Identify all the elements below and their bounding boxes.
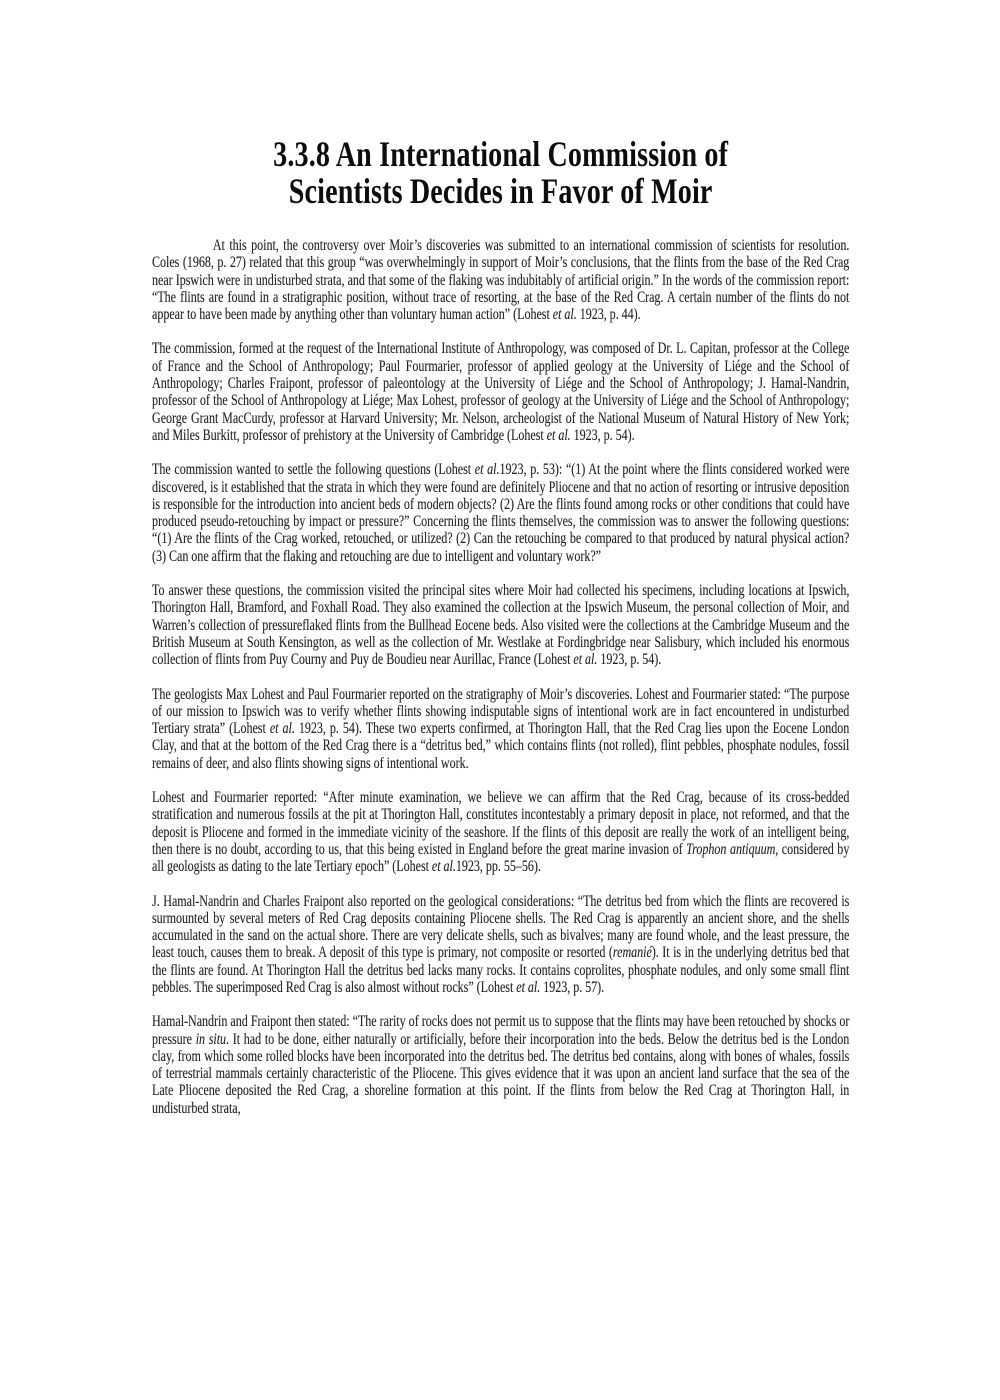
italic-text-run: et al.	[552, 306, 577, 324]
text-run: . It had to be done, either naturally or artificially, before their incorporation into the beds. Below the detritus bed is the London clay, from which some rolled blocks have been incorporated into the detritus bed. The detritus bed contains, along with bones of whales, fossils of terrestrial mammals certainly characteristic of the Pliocene. This gives evidence that it was upon an ancient land surface that the sea of the Late Pliocene deposited the Red Crag, a shoreline formation at this point. If the flints from below the Red Crag at Thorington Hall, in undisturbed strata,	[152, 1030, 850, 1117]
text-run: 1923, pp. 55–56).	[455, 858, 541, 876]
text-run: 1923, p. 53): “(1) At the point where the flints considered worked were discovered, is it established that the strata in which they were found are definitely Pliocene and that no action of resorting or intrusive deposition is responsible for the introduction into ancient beds of modern objects? (2) Are the flints found among rocks or other conditions that could have produced pseudo-retouching by impact or pressure?” Concerning the flints themselves, the commission was to answer the following questions: “(1) Are the flints of the Crag worked, retouched, or utilized? (2) Can the retouching be compared to that produced by natural physical action? (3) Can one affirm that the flaking and retouching are due to intelligent and voluntary work?”	[152, 461, 850, 565]
text-run: The commission wanted to settle the following questions (Lohest	[152, 461, 475, 479]
text-run: Lohest and Fourmarier reported: “After minute examination, we believe we can affirm that the Red Crag, because of its cross-bedded stratification and numerous fossils at the pit at Thorington Hall, constitutes incontestably a primary deposit in place, not reformed, and that the deposit is Pliocene and formed in the immediate vicinity of the seashore. If the flints of this deposit are really the work of an intelligent being, then there is no doubt, according to us, that this being existed in England before the great marine invasion of	[152, 789, 850, 858]
paragraph	[152, 686, 849, 772]
body-text	[152, 237, 849, 1134]
italic-text-run: Trophon antiquum	[686, 840, 776, 858]
paragraph	[152, 789, 849, 875]
section-heading-line1: 3.3.8 An International Commission of	[273, 134, 729, 174]
text-run: 1923, p. 44).	[576, 306, 641, 324]
text-run: J. Hamal-Nandrin and Charles Fraipont also reported on the geological considerations: “The detritus bed from which the flints are recovered is surmounted by several meters of Red Crag deposits containing Pliocene shells. The Red Crag is apparently an ancient shore, and the shells accumulated in the sand on the actual shore. There are very delicate shells, such as bivalves; many are found whole, and the least pressure, the least touch, causes them to break. A deposit of this type is primary, not composite or resorted (	[152, 892, 850, 962]
paragraph	[152, 237, 849, 323]
text-run: Hamal-Nandrin and Fraipont then stated: “The rarity of rocks does not permit us to suppose that the flints may have been retouched by shocks or pressure	[152, 1013, 850, 1048]
paragraph	[152, 340, 849, 444]
text-run: , considered by all geologists as dating to the late Tertiary epoch” (Lohest	[152, 840, 850, 876]
section-heading	[152, 136, 849, 210]
text-run: 1923, p. 54).	[570, 426, 635, 444]
text-run: 1923, p. 54).	[597, 651, 662, 669]
italic-text-run: in situ	[195, 1030, 227, 1048]
paragraph	[152, 1013, 849, 1117]
italic-text-run: remanié	[612, 944, 652, 962]
text-run: 1923, p. 57).	[540, 978, 605, 996]
text-run: 1923, p. 54). These two experts confirmed, at Thorington Hall, that the Red Crag lies upon the Eocene London Clay, and that at the bottom of the Red Crag there is a “detritus bed,” which contains flints (not rolled), flint pebbles, phosphate nodules, fossil remains of deer, and also flints showing signs of intentional work.	[152, 720, 850, 772]
text-run: The commission, formed at the request of the International Institute of Anthropology, was composed of Dr. L. Capitan, professor at the College of France and the School of Anthropology; Paul Fourmarier, professor of applied geology at the University of Liége and the School of Anthropology; Charles Fraipont, professor of paleontology at the University of Liége and the School of Anthropology; J. Hamal-Nandrin, professor of the School of Anthropology at Liége; Max Lohest, professor of geology at the University of Liége and the School of Anthropology; George Grant MacCurdy, professor at Harvard University; Mr. Nelson, archeologist of the National Museum of Natural History of New York; and Miles Burkitt, professor of prehistory at the University of Cambridge (Lohest	[152, 340, 850, 444]
italic-text-run: et al.	[269, 720, 295, 738]
italic-text-run: et al.	[546, 426, 571, 444]
italic-text-run: et al.	[516, 978, 541, 996]
paragraph	[152, 893, 849, 997]
text-run: At this point, the controversy over Moir’s discoveries was submitted to an international commission of scientists for resolution. Coles (1968, p. 27) related that this group “was overwhelmingly in support of Moir’s conclusions, that the flints from the base of the Red Crag near Ipswich were in undisturbed strata, and that some of the flaking was indubitably of artificial origin.” In the words of the commission report: “The flints are found in a stratigraphic position, without trace of resorting, at the base of the Red Crag. A certain number of the flints do not appear to have been made by anything other than voluntary human action” (Lohest	[152, 237, 850, 324]
text-run: ). It is in the underlying detritus bed that the flints are found. At Thorington Hall the detritus bed lacks many rocks. It contains coprolites, phosphate nodules, and only some small flint pebbles. The superimposed Red Crag is also almost without rocks” (Lohest	[152, 944, 850, 996]
paragraph	[152, 461, 849, 565]
text-run: The geologists Max Lohest and Paul Fourmarier reported on the stratigraphy of Moir’s discoveries. Lohest and Fourmarier stated: “The purpose of our mission to Ipswich was to verify whether flints showing indisputable signs of intentional work are in fact encountered in undisturbed Tertiary strata” (Lohest	[152, 685, 850, 738]
paragraph	[152, 582, 849, 668]
section-heading-line2: Scientists Decides in Favor of Moir	[288, 171, 713, 211]
italic-text-run: et al.	[431, 858, 456, 876]
italic-text-run: et al.	[573, 651, 598, 669]
text-run: To answer these questions, the commission visited the principal sites where Moir had collected his specimens, including locations at Ipswich, Thorington Hall, Bramford, and Foxhall Road. They also examined the collection at the Ipswich Museum, the personal collection of Moir, and Warren’s collection of pressureflaked flints from the Bullhead Eocene beds. Also visited were the collections at the Cambridge Museum and the British Museum at South Kensington, as well as the collection of Mr. Westlake at Fordingbridge near Salisbury, which included his enormous collection of flints from Puy Courny and Puy de Boudieu near Aurillac, France (Lohest	[152, 582, 850, 669]
italic-text-run: et al.	[474, 461, 500, 479]
